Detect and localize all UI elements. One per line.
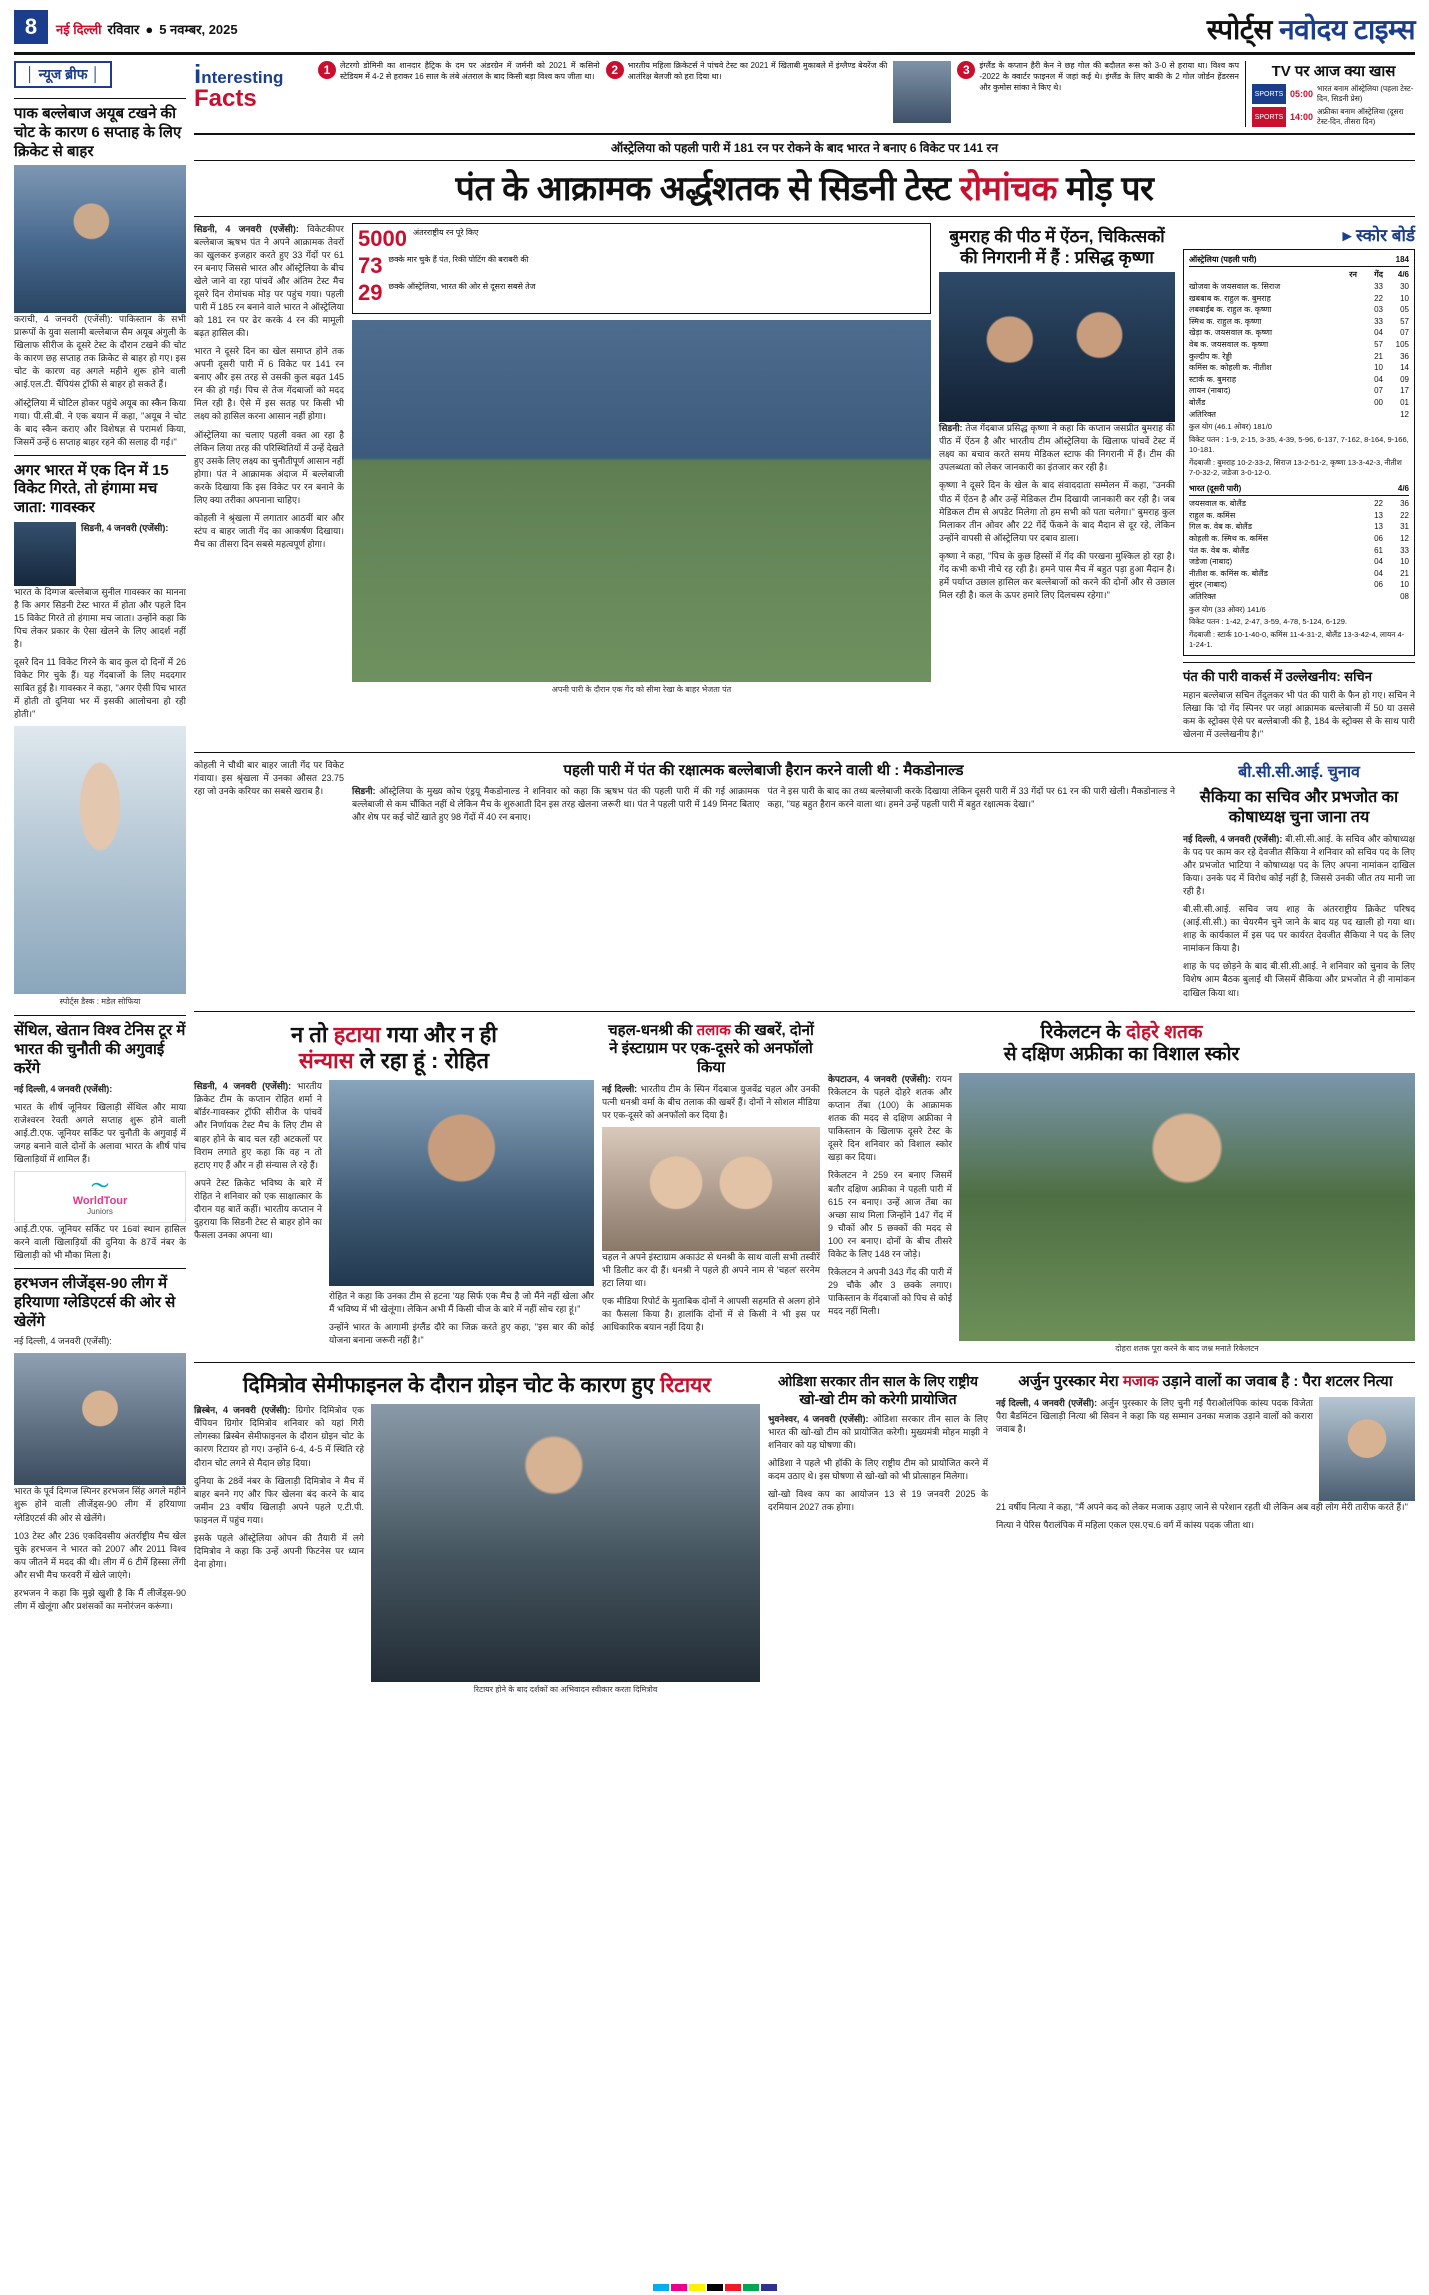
- tv-text: भारत बनाम ऑस्ट्रेलिया (पहला टेस्ट-दिन, सिडनी प्रेस): [1317, 84, 1414, 103]
- tv-row: [1252, 107, 1415, 127]
- scorecard-col-heads: रन गेंद 4/6: [1349, 270, 1409, 280]
- lead-text-column: [194, 223, 344, 746]
- gavaskar-dateline: सिडनी, 4 जनवरी (एजेंसी):: [81, 522, 169, 533]
- harbhajan-body-2: 103 टेस्ट और 236 एकदिवसीय अंतर्राष्ट्रीय मैच खेल चुके हरभजन ने भारत को 2007 और 2011 विश्व कप जीतने में मदद की थी। लीग में 6 टीमें हिस्सा लेंगी और सभी मैच फरवरी में खेले जाएंगे।: [14, 1530, 186, 1580]
- lead-body-2: भारत ने दूसरे दिन का खेल समाप्त होने तक अपनी दूसरी पारी में 6 विकेट पर 141 रन बनाए और इस तरह से उसकी कुल बढ़त 145 रन की हो गई। पिच से तेज गेंदबाजों को मदद मिल रही है। ऐसे में इस सतह पर किसी भी लक्ष्य को हासिल करना आसान नहीं होगा।: [194, 346, 344, 422]
- seonthil-body-2: आई.टी.एफ. जूनियर सर्किट पर 16वां स्थान हासिल करने वाली खिलाड़ियों की दुनिया के 87वें नंबर के खिलाड़ी को भी मौका मिला है।: [14, 1223, 186, 1261]
- nithya-headline-red: मजाक: [1122, 1373, 1159, 1391]
- facts-logo-i: interesting: [194, 59, 284, 89]
- scorecard-row: स्टार्क क. बुमराह 04 09: [1189, 374, 1409, 384]
- firstinn-body-2: पंत ने इस पारी के बाद का तथ्य बल्लेबाजी करके दिखाया लेकिन दूसरी पारी में 33 गेंदों पर 61 रन की पारी खेली। मैकडोनाल्ड ने कहा, ''यह बहुत हैरान करने वाला था। हमने उन्हें पहली पारी में बहुत रक्षात्मक देखा।'': [767, 785, 1175, 809]
- nithya-body-1: [996, 1397, 1313, 1436]
- rickelton-headline: [828, 1022, 1415, 1068]
- harbhajan-body-1: भारत के पूर्व दिग्गज स्पिनर हरभजन सिंह अगले महीने शुरू होने वाली लीजेंड्स-90 लीग में हरियाणा ग्लेडिएटर्स की ओर से खेलेंगे।: [14, 1486, 186, 1523]
- scorecard-inn1-label: ऑस्ट्रेलिया (पहली पारी): [1189, 254, 1257, 264]
- fact-text: लेटरगो डोमिनी का शानदार हैट्रिक के दम पर अंडरग्रेन में जर्मनी को 2021 में कसिनो स्टेडियम में 4-2 से हराकर 16 साल के लंबे अंतराल के बाद किसी बड़ा विश्व कप जीता था।: [340, 61, 600, 81]
- rickelton-block: [828, 1018, 1415, 1357]
- nithya-body-1-text: अर्जुन पुरस्कार के लिए चुनी गई पैराओलंपिक कांस्य पदक विजेता पैरा बैडमिंटन खिलाड़ी नित्या श्री सिवन ने कहा कि यह सम्मान उनका मजाक उड़ाने वालों को करारा जवाब है।: [996, 1397, 1313, 1434]
- scorecard-row: पंत क. वेब क. बोलैंड 61 33: [1189, 545, 1409, 555]
- rickelton-body-1-text: रायन रिकेलटन के पहले दोहरे शतक और कप्तान तेंबा (100) के आक्रामक शतक की मदद से दक्षिण अफ्रीका ने पाकिस्तान के खिलाफ दूसरे टेस्ट के दूसरे दिन शनिवार को विशाल स्कोर खड़ा कर दिया।: [828, 1074, 952, 1163]
- stat-number: 29: [358, 279, 383, 305]
- tv-text: अफ्रीका बनाम ऑस्ट्रेलिया (दूसरा टेस्ट-दिन, तीसरा दिन): [1317, 107, 1404, 126]
- news-brief-badge: │ न्यूज ब्रीफ │: [14, 61, 112, 88]
- feature-photo-caption: स्पोर्ट्स डैस्क : मडेल सोफिया: [59, 997, 141, 1007]
- scorecard-row: राहुल क. कमिंस 13 22: [1189, 510, 1409, 520]
- nithya-photo: [1319, 1397, 1415, 1501]
- odisha-dateline: भुवनेश्वर, 4 जनवरी (एजेंसी):: [768, 1414, 869, 1425]
- tv-channel-logo: SPORTS: [1252, 84, 1286, 104]
- scorecard-extras: अतिरिक्त 12: [1189, 409, 1409, 419]
- rohit-headline-red1: हटाया: [333, 1021, 381, 1047]
- bcci-headline-1: बी.सी.सी.आई. चुनाव: [1238, 763, 1360, 781]
- scorecard-row: जडेजा (नाबाद) 04 10: [1189, 557, 1409, 567]
- facts-logo-facts: Facts: [194, 85, 257, 112]
- worldtour-logo-sub: Juniors: [87, 1206, 113, 1216]
- stat-text: अंतरराष्ट्रीय रन पूरे किए: [412, 227, 479, 237]
- lead-dateline-body: [194, 223, 344, 340]
- main-column: [194, 61, 1415, 1697]
- bumrah-body-1-text: तेज गेंदबाज प्रसिद्ध कृष्णा ने कहा कि कप्तान जसप्रीत बुमराह की पीठ में ऐंठन है और भारतीय टीम ऑस्ट्रेलिया के खिलाफ पांचवें टेस्ट में लक्ष्य का बचाव करते समय मेडिकल स्टाफ की निगरानी में हैं। टीम की उपलब्धता को लेकर जानकारी का इंतजार कर रही है।: [939, 423, 1175, 473]
- chahal-headline-p2: की खबरें, दोनों ने इंस्टाग्राम पर एक-दूसरे को अनफॉलो किया: [609, 1021, 814, 1077]
- lead-photo-column: [352, 223, 931, 746]
- chahal-block: [602, 1018, 820, 1357]
- rickelton-body-2: रिकेलटन ने 259 रन बनाए जिसमें बतौर दक्षिण अफ्रीका ने पहली पारी में 615 रन बनाए। उन्हें आज तेंबा का अच्छा साथ मिला जिन्होंने 147 गेंद में 9 चौकों और 5 छक्कों की मदद से 100 रन बनाए। दोनों के बीच तीसरे विकेट के लिए 148 रन जोड़े।: [828, 1170, 952, 1259]
- dimitrov-block: [194, 1369, 760, 1697]
- fact-number: 3: [957, 61, 975, 79]
- gavaskar-dateline-body: [81, 522, 186, 535]
- tv-row: [1252, 84, 1415, 104]
- pak-photo: [14, 165, 186, 313]
- scorecard-innings2-title: [1189, 483, 1409, 497]
- seonthil-dateline: नई दिल्ली, 4 जनवरी (एजेंसी):: [14, 1083, 113, 1094]
- chahal-dateline: नई दिल्ली:: [602, 1083, 638, 1094]
- masthead-date: [56, 10, 238, 48]
- dimitrov-headline-p1: दिमित्रोव सेमीफाइनल के दौरान ग्रोइन चोट के कारण हुए: [243, 1374, 661, 1398]
- bcci-dateline: नई दिल्ली, 4 जनवरी (एजेंसी):: [1183, 833, 1283, 844]
- fact-number: 2: [606, 61, 624, 79]
- scorecard-row: जयसवाल क. बोलैंड 22 36: [1189, 499, 1409, 509]
- gavaskar-headline: अगर भारत में एक दिन में 15 विकेट गिरते, तो हंगामा मच जाता: गावस्कर: [14, 461, 169, 517]
- nithya-body-2: 21 वर्षीय नित्या ने कहा, ''मैं अपने कद को लेकर मजाक उड़ाए जाने से परेशान रहती थी लेकिन अब वही लोग मेरी तारीफ करते हैं।'': [996, 1501, 1409, 1512]
- firstinn-body-1-text: ऑस्ट्रेलिया के मुख्य कोच एंड्रयू मैकडोनाल्ड ने शनिवार को कहा कि ऋषभ पंत की पहली पारी में की गई आक्रामक बल्लेबाजी से कम चौंकित नहीं थे लेकिन मैच के शुरुआती दिन इस तरह खेलना जरूरी था। पंत ने पहली पारी में 149 मिनट बिताए और शेष पर कई चोटें खाते हुए 98 गेंदों में 40 रन बनाए।: [352, 785, 760, 822]
- scorecard-inn2-total: 4/6: [1397, 483, 1409, 493]
- rickelton-dateline: केपटाउन, 4 जनवरी (एजेंसी):: [828, 1074, 931, 1085]
- bcci-body-2: बी.सी.सी.आई. सचिव जय शाह के अंतरराष्ट्रीय क्रिकेट परिषद (आई.सी.सी.) का चेयरमैन चुने जाने के बाद यह पद खाली हो गया था। शाह के कार्यकाल में इस पद पर कार्यरत देवजीत सैकिया ने पद के लिए नामांकन किया है।: [1183, 904, 1415, 954]
- lead-body-1: विकेटकीपर बल्लेबाज ऋषभ पंत ने अपने आक्रामक तेवरों का खुलकर इजहार करते हुए 33 गेंदों पर 61 रन बनाए जिससे भारत और ऑस्ट्रेलिया के बीच खेले जाने वा रहा पांचवें और अंतिम टेस्ट मैच दूसरे दिन रोमांचक मोड़ पर पहुंच गया। पहली पारी में 185 रन बनाने वाले भारत ने ऑस्ट्रेलिया को 181 रन पर ढेर करके 4 रन की मामूली बढ़त हासिल की।: [194, 223, 344, 339]
- fact-item: [957, 61, 1239, 93]
- stat-item: [358, 279, 925, 305]
- rickelton-photo-caption: दोहरा शतक पूरा करने के बाद जश्न मनाते रिकेलटन: [1115, 1344, 1259, 1354]
- scorecard-row: स्मिथ क. राहुल क. कृष्णा 33 57: [1189, 316, 1409, 326]
- kohli-body-2: कोहली ने चौथी बार बाहर जाती गेंद पर विकेट गंवाया। इस श्रृंखला में उनका औसत 23.75 रहा जो उनके करियर का सबसे खराब है।: [194, 759, 344, 797]
- tv-time: 14:00: [1290, 112, 1314, 122]
- page-number: 8: [14, 10, 48, 44]
- scorecard-inn2-label: भारत (दूसरी पारी): [1189, 483, 1242, 493]
- rohit-block: [194, 1018, 594, 1357]
- harbhajan-headline: हरभजन लीजेंड्स-90 लीग में हरियाणा ग्लेडिएटर्स की ओर से खेलेंगे: [14, 1275, 176, 1330]
- rohit-body-2: अपने टेस्ट क्रिकेट भविष्य के बारे में रोहित ने शनिवार को एक साक्षात्कार के दौरान यह बातें कहीं। भारतीय कप्तान ने दुहराया कि सिडनी टेस्ट से बाहर होने का फैसला उनका अपना था।: [194, 1177, 322, 1240]
- scorecard-fow-1: विकेट पतन : 1-9, 2-15, 3-35, 4-39, 5-96, 6-137, 7-162, 8-164, 9-166, 10-181.: [1189, 434, 1409, 455]
- rohit-body-1-text: भारतीय क्रिकेट टीम के कप्तान रोहित शर्मा ने बॉर्डर-गावस्कर ट्रॉफी सीरीज के पांचवें और निर्णायक टेस्ट मैच के लिए टीम से बाहर होने के बाद चल रही अटकलों पर विराम लगाते हुए कहा कि वह न तो हटाए गए हैं और न ही संन्यास ले रहे हैं।: [194, 1081, 322, 1170]
- dimitrov-headline: [194, 1373, 760, 1398]
- bumrah-column: [939, 223, 1175, 746]
- pak-body-2: ऑस्ट्रेलिया में चोटिल होकर पहुंचे अयूब का स्कैन किया गया। पी.सी.बी. ने एक बयान में कहा, ''अयूब ने चोट के बाद स्कैन कराए और विशेषज्ञ से परामर्श किया, जिसमें उन्हें 6 सप्ताह बाहर रहने की सलाह दी गई।'': [14, 397, 186, 447]
- fact-item: [606, 61, 888, 83]
- dimitrov-body-1: [194, 1404, 364, 1469]
- odisha-block: [768, 1369, 988, 1697]
- lead-kicker: ऑस्ट्रेलिया को पहली पारी में 181 रन पर रोकने के बाद भारत ने बनाए 6 विकेट पर 141 रन: [194, 135, 1415, 161]
- sachin-body: महान बल्लेबाज सचिन तेंदुलकर भी पंत की पारी के फैन हो गए। सचिन ने लिखा कि 'दो गेंद स्पिनर पर जहां आक्रामक बल्लेबाजी में 50 या उससे कम के स्ट्रोक्स ऐसे पर बल्लेबाजी की है, 184 के स्ट्रोक्स से के साथ पारी खेलना में उल्लेखनीय है।'': [1183, 689, 1415, 739]
- tv-time: 05:00: [1290, 89, 1314, 99]
- rohit-headline-p3: ले रहा हूं : रोहित: [353, 1047, 490, 1073]
- lead-headline: [194, 161, 1415, 216]
- scorecard-row: कोहली क. स्मिथ क. कमिंस 06 12: [1189, 533, 1409, 543]
- scorecard-row: गिल क. वेब क. बोलैंड 13 31: [1189, 522, 1409, 532]
- odisha-headline: ओडिशा सरकार तीन साल के लिए राष्ट्रीय खो-खो टीम को करेगी प्रायोजित: [777, 1373, 979, 1407]
- lead-headline-part2: मोड़ पर: [1057, 170, 1154, 208]
- firstinn-headline: पहली पारी में पंत की रक्षात्मक बल्लेबाजी हैरान करने वाली थी : मैकडोनाल्ड: [563, 761, 964, 779]
- lead-dateline: सिडनी, 4 जनवरी (एजेंसी):: [194, 223, 299, 234]
- lead-story-row: [194, 223, 1415, 746]
- dimitrov-photo-caption: रिटायर होने के बाद दर्शकों का अभिवादन स्वीकार करता दिमित्रोव: [473, 1685, 658, 1695]
- bcci-body-3: शाह के पद छोड़ने के बाद बी.सी.सी.आई. ने शनिवार को चुनाव के लिए विशेष आम बैठक बुलाई थी जिसमें सैकिया और प्रभजोत ने ही नामांकन दाखिल किया था।: [1183, 961, 1415, 998]
- dimitrov-headline-red: रिटायर: [660, 1374, 711, 1398]
- chahal-headline-red: तलाक: [696, 1021, 731, 1039]
- dimitrov-body-3: इसके पहले ऑस्ट्रेलिया ओपन की तैयारी में लगे दिमित्रोव ने कहा कि उन्हें अपनी फिटनेस पर ध्यान देना होगा।: [194, 1532, 364, 1569]
- lead-body-3: ऑस्ट्रेलिया का चलाए पहली वक्त आ रहा है लेकिन लिया तरह की परिस्थितियों में उन्हें देखते हुए उसके लिए लक्ष्य का चुनौतीपूर्ण आसान नहीं होगा। पंत ने आक्रामक अंदाज में बल्लेबाजी करके दिखाया कि इस विकेट पर रन बनाने के लिए क्या तरीका अपनाना चाहिए।: [194, 429, 345, 505]
- scorecard-row: लबबाईब क. राहुल क. कृष्णा 03 05: [1189, 305, 1409, 315]
- rickelton-photo: [959, 1073, 1415, 1341]
- scorecard-row: लायन (नाबाद) 07 17: [1189, 386, 1409, 396]
- fact-text: भारतीय महिला क्रिकेटर्स ने पांचवे टेस्ट का 2021 में खिताबी मुकाबले में इंग्लैण्ड बेयरेंज की आतंरिक्ष बेलजी को हरा दिया था।: [627, 61, 888, 81]
- pak-body-1: कराची, 4 जनवरी (एजेंसी): पाकिस्तान के सभी प्रारूपों के युवा सलामी बल्लेबाज सैम अयूब अंगुली के खिलाफ सीरीज के दूसरे टेस्ट के दौरान टखने की चोट के कारण छह सप्ताह तक क्रिकेट से बाहर हो गए। इस चोट के कारण वह अगले महीने शुरू होने वाली आई.एल.टी. चैंपियंस ट्रॉफी से बाहर हो सकते हैं।: [14, 314, 186, 390]
- stat-number: 5000: [358, 225, 407, 251]
- pant-batting-photo: [352, 320, 931, 682]
- fact-number: 1: [318, 61, 336, 79]
- stat-text: छक्के मार चुके हैं पंत, रिकी पोटिंग की बराबरी की: [388, 254, 529, 264]
- scorecard-bowling-2: गेंदबाजी : स्टार्क 10-1-40-0, कमिंस 11-4-31-2, बोलैंड 13-3-42-4, लायन 4-1-24-1.: [1189, 629, 1405, 650]
- bumrah-body-1: [939, 422, 1175, 474]
- scorecard-row: कमिंस क. कोहली क. नीतीश 10 14: [1189, 363, 1409, 373]
- left-column: [14, 61, 186, 1697]
- chahal-body-1-text: भारतीय टीम के स्पिन गेंदबाज युजवेंद्र चहल और उनकी पत्नी धनश्री वर्मा के बीच तलाक की खबरें हैं। दोनों ने सोशल मीडिया पर एक-दूसरे को अनफॉलो कर दिया है।: [602, 1083, 820, 1120]
- odisha-body-2: ओडिशा ने पहले भी हॉकी के लिए राष्ट्रीय टीम को प्रायोजित करने में कदम उठाए थे। इस घोषणा से खो-खो को भी प्रोत्साहन मिलेगा।: [768, 1458, 988, 1482]
- scorecard-extras: अतिरिक्त 08: [1189, 591, 1409, 601]
- seonthil-body-1b: भारत के शीर्ष जूनियर खिलाड़ी सेंथिल और माया राजेश्वरन रेवती अगले सप्ताह शुरू होने वाली आई.टी.एफ. जूनियर सर्किट पर चुनौती के अगुवाई में जगह बनाने वाले दोनों के अलावा भारत के शीर्ष पांच खिलाड़ियों में शामिल हैं।: [14, 1101, 186, 1164]
- third-band: [194, 1018, 1415, 1357]
- scorecard-total-1: कुल योग (46.1 ओवर) 181/0: [1189, 422, 1272, 432]
- nithya-dateline: नई दिल्ली, 4 जनवरी (एजेंसी):: [996, 1397, 1098, 1408]
- bcci-body-1-text: बी.सी.सी.आई. के सचिव और कोषाध्यक्ष के पद पर काम कर रहे देवजीत सैकिया ने शनिवार को सचिव पद के लिए और प्रभजोत भाटिया ने कोषाध्यक्ष पद के लिए अपना नामांकन दाखिल किया। उनके पद में विरोध कोई नहीं है, जिससे उनकी जीत तय मानी जा रही है।: [1183, 833, 1415, 897]
- scorecard-title: ▸ स्कोर बोर्ड: [1342, 225, 1415, 245]
- nithya-headline-p2: उड़ाने वालों का जवाब है : पैरा शटलर नित्या: [1158, 1373, 1393, 1391]
- dimitrov-body-1-text: ग्रिगोर दिमित्रोव एक चैंपियन ग्रिगोर दिमित्रोव शनिवार को यहां गिरी लोगस्का ब्रिस्बेन सेमीफाइनल के दौरान ग्रोइन चोट के कारण रिटायर हो गए। उन्होंने 6-4, 4-5 में स्थिति रहे दौरान चोट लगने से मैदान छोड़ दिया।: [194, 1405, 364, 1468]
- rickelton-body-3: रिकेलटन ने अपनी 343 गेंद की पारी में 29 चौके और 3 छक्के लगाए। पाकिस्तान के गेंदबाजों को पिच से कोई मदद नहीं मिली।: [828, 1266, 952, 1316]
- nithya-block: [996, 1369, 1415, 1697]
- masthead-day: रविवार: [107, 22, 140, 37]
- masthead-bullet: ●: [145, 21, 154, 37]
- fact-photo: [893, 61, 951, 123]
- masthead-title-sports: स्पोर्ट्स: [1206, 14, 1272, 45]
- rickelton-headline-p2: से दक्षिण अफ्रीका का विशाल स्कोर: [1003, 1044, 1240, 1066]
- bcci-headline-2: सैकिया का सचिव और प्रभजोत का कोषाध्यक्ष चुना जाना तय: [1199, 788, 1399, 826]
- feature-photo: [14, 726, 186, 994]
- gavaskar-body-2: दूसरे दिन 11 विकेट गिरने के बाद कुल दो दिनों में 26 विकेट गिर चुके हैं। यह गेंदबाजों के लिए मददगार साबित हुई है। गावस्कर ने कहा, ''अगर ऐसी पिच भारत में होती तो दुनिया भर में इसकी आलोचना हो रही होती।'': [14, 657, 187, 720]
- odisha-body-1: [768, 1413, 988, 1452]
- tv-title: TV पर आज क्या खास: [1271, 63, 1396, 80]
- bumrah-photo: [939, 272, 1175, 422]
- rohit-headline-p1: न तो: [290, 1021, 334, 1047]
- chahal-headline: [602, 1022, 820, 1078]
- bcci-column: [1183, 759, 1415, 1005]
- fact-item: [318, 61, 600, 83]
- scorecard-inn1-total: 184: [1395, 254, 1409, 264]
- pant-photo-caption: अपनी पारी के दौरान एक गेंद को सीमा रेखा के बाहर भेजता पंत: [551, 684, 732, 694]
- dimitrov-dateline: ब्रिस्बेन, 4 जनवरी (एजेंसी):: [194, 1405, 291, 1416]
- chahal-body-2: चहल ने अपने इंस्टाग्राम अकाउंट से धनश्री के साथ वाली सभी तस्वीरें भी डिलीट कर दी हैं। धनश्री ने पहले ही अपने नाम से 'चहल' सरनेम हटा लिया था।: [602, 1251, 820, 1289]
- bumrah-headline: बुमराह की पीठ में ऐंठन, चिकित्सकों की निगरानी में हैं : प्रसिद्ध कृष्णा: [949, 226, 1165, 268]
- scorecard-row: खबबाब क. राहुल क. बुमराह 22 10: [1189, 293, 1409, 303]
- bumrah-dateline: सिडनी:: [939, 423, 963, 434]
- rohit-headline: [194, 1022, 594, 1075]
- scorecard-fow-2: विकेट पतन : 1-42, 2-47, 3-59, 4-78, 5-124, 6-129.: [1189, 617, 1348, 627]
- fourth-band: [194, 1369, 1415, 1697]
- odisha-body-3: खो-खो विश्व कप का आयोजन 13 से 19 जनवरी 2025 के दरमियान 2027 तक होगा।: [768, 1489, 988, 1513]
- dimitrov-photo: [371, 1404, 760, 1682]
- lead-headline-highlight: रोमांचक: [959, 170, 1058, 208]
- worldtour-logo-text: WorldTour: [72, 1194, 128, 1207]
- rohit-headline-red2: संन्यास: [298, 1047, 354, 1073]
- scorecard-row: कुल्दीप क. रेड्डी 21 36: [1189, 351, 1409, 361]
- worldtour-juniors-logo: 〜 WorldTour Juniors: [14, 1171, 186, 1223]
- registration-color-bar: [653, 2284, 777, 2291]
- firstinn-dateline: सिडनी:: [352, 785, 376, 796]
- scorecard-bowling-1: गेंदबाजी : बुमराह 10-2-33-2, सिराज 13-2-51-2, कृष्णा 13-3-42-3, नीतीश 7-0-32-2, जडेजा 3-0-12-0.: [1189, 457, 1402, 478]
- masthead-title: [238, 10, 1415, 48]
- stat-number: 73: [358, 252, 383, 278]
- rohit-body-4: उन्होंने भारत के आगामी इंग्लैंड दौरे का जिक्र करते हुए कहा, ''इस बार की कोई योजना बनाना जरूरी नहीं है।'': [329, 1322, 594, 1346]
- bcci-body-1: [1183, 833, 1415, 898]
- scorecard-row: खेड़ा क. जयसवाल क. कृष्णा 04 07: [1189, 328, 1409, 338]
- bumrah-body-3: कृष्णा ने कहा, ''पिच के कुछ हिस्सों में गेंद की परखना मुश्किल हो रहा है। गेंद कभी कभी नीचे रह रही है। हमने पास मैच में बहुत पड़ा हुआ मैदान है। हमें पर्याप्त उछाल हासिल कर बल्लेबाजों को करने की दोनों और से उछाल मिल रही है। कल के ऊपर हमारे लिए दिलचस्प रहेगा।'': [939, 550, 1175, 600]
- scorecard-row: सुंदर (नाबाद) 06 10: [1189, 580, 1409, 590]
- firstinn-column: [352, 759, 1175, 1005]
- nithya-headline: [996, 1373, 1415, 1392]
- tv-schedule-box: [1245, 61, 1415, 127]
- gavaskar-body-1: भारत के दिग्गज बल्लेबाज सुनील गावस्कर का मानना है कि अगर सिडनी टेस्ट भारत में होता और पहले दिन 15 विकेट गिरते तो हंगामा मच जाता। उन्होंने कहा कि पिच लेकर प्रकार के ऐसा खेलने के लिए आदर्श नहीं है।: [14, 586, 186, 650]
- rickelton-body-1: [828, 1073, 952, 1164]
- chahal-photo: [602, 1127, 820, 1251]
- scorecard-innings1-title: [1189, 254, 1409, 268]
- kohli-body-1: कोहली ने श्रृंखला में लगातार आठवीं बार और स्टंप व बाहर जाती गेंद का आकर्षण दिखाया। मैच का तीसरा दिन सबसे महत्वपूर्ण होगा।: [194, 512, 344, 549]
- masthead-datetext: 5 नवम्बर, 2025: [159, 22, 238, 37]
- lead-headline-part1: पंत के आक्रामक अर्द्धशतक से सिडनी टेस्ट: [455, 170, 960, 208]
- nithya-body-3: नित्या ने पेरिस पैरालंपिक में महिला एकल एस.एच.6 वर्ग में कांस्य पदक जीता था।: [996, 1519, 1255, 1530]
- firstinn-body-1: [352, 785, 760, 824]
- scorecard-row: नीतीश क. कमिंस क. बोलैंड 04 21: [1189, 568, 1409, 578]
- harbhajan-body-3: हरभजन ने कहा कि मुझे खुशी है कि मैं लीजेंड्स-90 लीग में खेलूंगा और प्रशंसकों का मनोरंजन करूंगा।: [14, 1587, 186, 1611]
- chahal-body-3: एक मीडिया रिपोर्ट के मुताबिक दोनों ने आपसी सहमति से अलग होने का फैसला किया है। हालांकि दोनों में से किसी ने भी इस पर आधिकारिक बयान नहीं दिया है।: [602, 1296, 820, 1333]
- rickelton-headline-p1: रिकेलटन के: [1040, 1021, 1126, 1043]
- masthead-city: नई दिल्ली: [56, 22, 102, 37]
- seonthil-headline: सेंथिल, खेतान विश्व टेनिस टूर में भारत की चुनौती की अगुवाई करेंगे: [14, 1022, 186, 1077]
- scorecard-column: [1183, 223, 1415, 746]
- pak-headline: पाक बल्लेबाज अयूब टखने की चोट के कारण 6 सप्ताह के लिए क्रिकेट से बाहर: [14, 105, 182, 160]
- scorecard-total-2: कुल योग (33 ओवर) 141/6: [1189, 604, 1266, 614]
- scorecard-row: बोलैंड 00 01: [1189, 397, 1409, 407]
- stat-text: छक्के ऑस्ट्रेलिया, भारत की ओर से दूसरा सबसे तेज: [388, 281, 536, 291]
- seonthil-body-1: [14, 1083, 186, 1096]
- chahal-headline-p1: चहल-धनश्री की: [608, 1021, 697, 1039]
- harbhajan-dateline: नई दिल्ली, 4 जनवरी (एजेंसी):: [14, 1336, 112, 1347]
- bumrah-body-2: कृष्णा ने दूसरे दिन के खेल के बाद संवाददाता सम्मेलन में कहा, ''उनकी पीठ में ऐंठन है और उन्हें मेडिकल टीम दिखायी जानकारी कर रही है। जब मेडिकल टीम से अपडेट मिलेगा तो हम सभी को पता चलेगा।'' बुमराह कुल मिलाकर तीन ओवर और 22 गेंदें फेंकने के बाद मैदान से दूर रहे, लेकिन उन्होंने वापसी से ऑस्ट्रेलिया पर दबाव डाला।: [939, 480, 1175, 543]
- scorecard-row: वेब क. जयसवाल क. कृष्णा 57 105: [1189, 339, 1409, 349]
- masthead-title-brand: नवोदय टाइम्स: [1279, 14, 1415, 45]
- fact-text: इंग्लैंड के कप्तान हैरी केन ने छह गोल की बदौलत रूस को 3-0 से हराया था। विश्व कप -2022 के क्वार्टर फाइनल में जहां कई थे। इंग्लैंड के लिए बाकी के 2 गोल जोर्डन हेंडरसन और कुमोस सांका ने किए थे।: [979, 61, 1240, 92]
- stat-item: [358, 252, 925, 278]
- scorecard-row: खोजवा के जयसवाल क. सिराज 33 30: [1189, 281, 1409, 291]
- gavaskar-photo: [14, 522, 76, 586]
- nithya-headline-p1: अर्जुन पुरस्कार मेरा: [1018, 1373, 1123, 1391]
- rohit-photo: [329, 1080, 594, 1286]
- second-band: [194, 759, 1415, 1005]
- rohit-headline-p2: गया और न ही: [380, 1021, 497, 1047]
- masthead: [14, 10, 1415, 55]
- rohit-body-3: रोहित ने कहा कि उनका टीम से हटना 'यह सिर्फ एक मैच है जो मैंने नहीं खेला और मैं भविष्य में भी खेलूंगा। लेकिन अभी मैं किसी चीज के बारे में नहीं सोच रहा हूं।'': [329, 1291, 594, 1315]
- kohli-column: [194, 759, 344, 1005]
- dimitrov-body-2: दुनिया के 28वें नंबर के खिलाड़ी दिमित्रोव ने मैच में बाहर बनने गए और फिर खेलना बंद करने के बाद जमीन 23 वर्षीय खिलाड़ी अपने पहले ए.टी.पी. फाइनल में पहुंच गया।: [194, 1475, 364, 1525]
- sachin-headline: पंत की पारी वाकर्स में उल्लेखनीय: सचिन: [1183, 668, 1372, 684]
- scorecard-box: [1183, 249, 1415, 656]
- rohit-dateline: सिडनी, 4 जनवरी (एजेंसी):: [194, 1081, 292, 1092]
- odisha-body-1-text: ओडिशा सरकार तीन साल के लिए भारत की खो-खो टीम को प्रायोजित करेगी। मुख्यमंत्री मोहन माझी ने शनिवार को यह घोषणा की।: [768, 1414, 988, 1451]
- chahal-body-1: [602, 1083, 820, 1122]
- stat-item: [358, 225, 925, 251]
- rohit-body-1: [194, 1080, 322, 1171]
- harbhajan-photo: [14, 1353, 186, 1485]
- rickelton-headline-red: दोहरे शतक: [1125, 1021, 1203, 1043]
- tv-channel-logo: SPORTS: [1252, 107, 1286, 127]
- interesting-facts-bar: [194, 61, 1415, 135]
- interesting-facts-logo: [194, 61, 312, 111]
- lead-stats-box: [352, 223, 931, 314]
